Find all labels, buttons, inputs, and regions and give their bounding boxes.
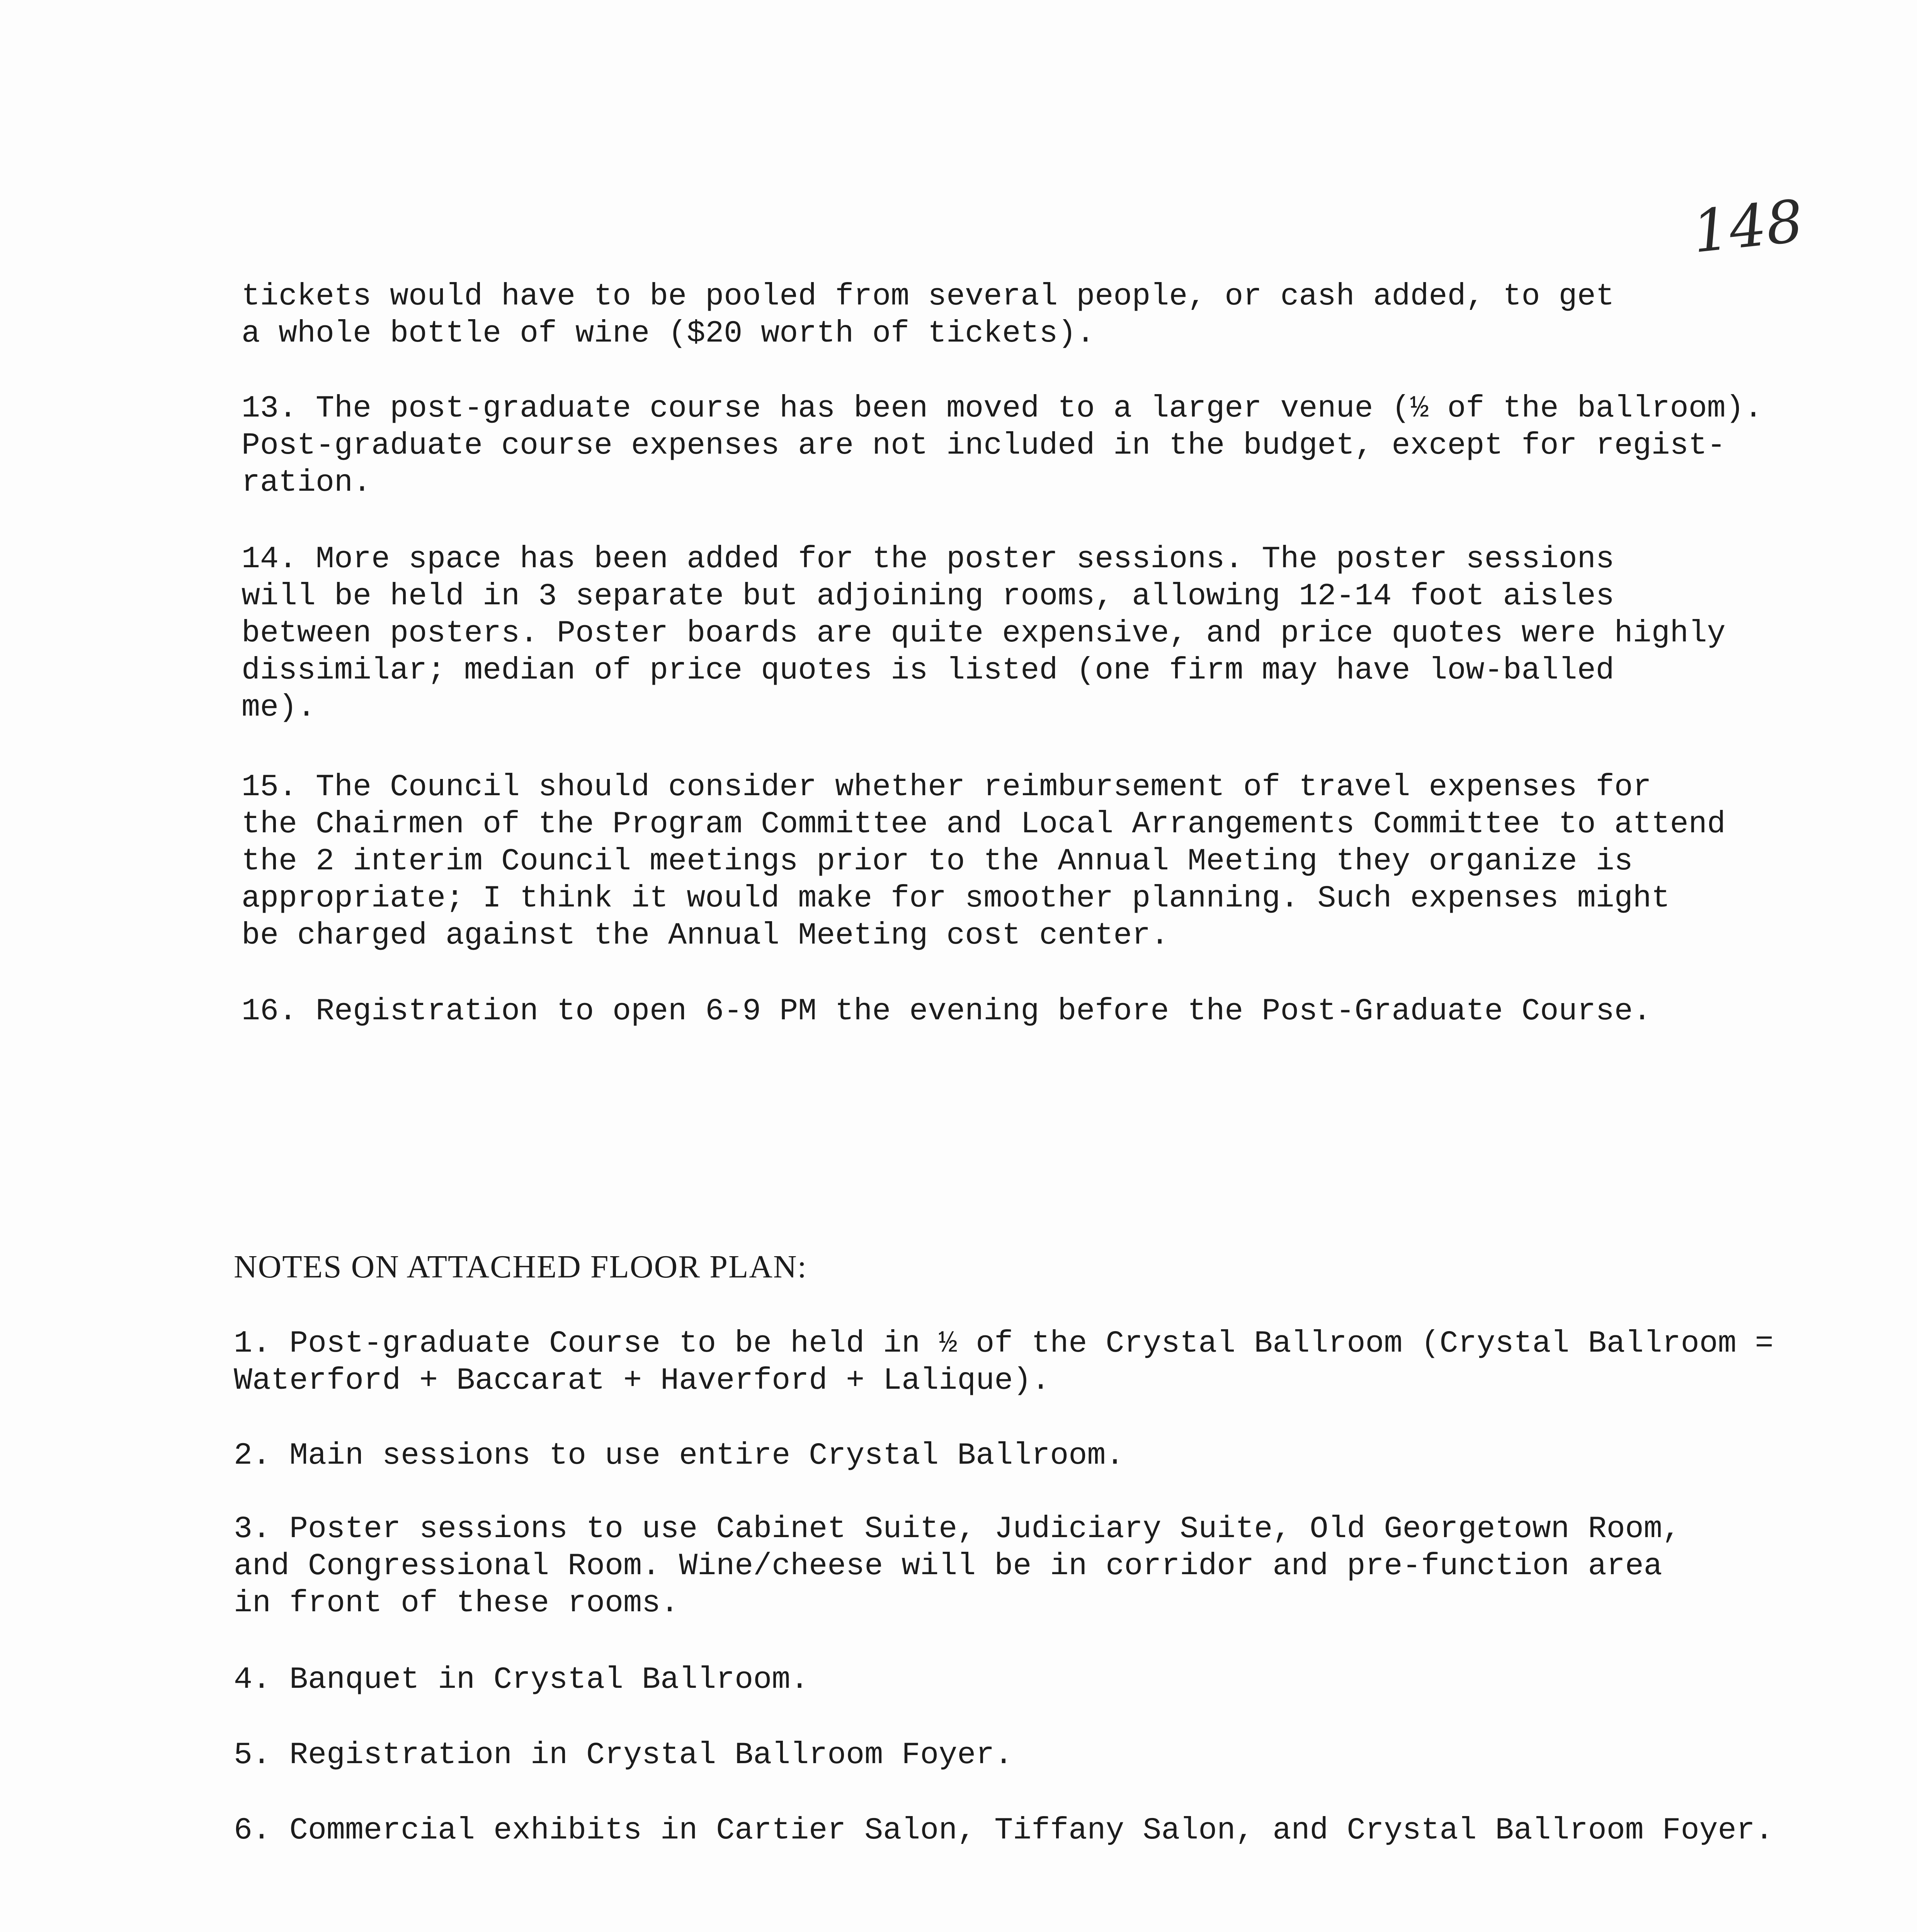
- paragraph-line: 14. More space has been added for the poster sessions. The poster sessions: [242, 542, 1614, 577]
- paragraph-line: will be held in 3 separate but adjoining rooms, allowing 12-14 foot aisles: [242, 579, 1614, 614]
- paragraph-line: the 2 interim Council meetings prior to the Annual Meeting they organize is: [242, 844, 1633, 879]
- notes-heading: NOTES ON ATTACHED FLOOR PLAN:: [234, 1249, 807, 1285]
- note-5: [234, 1737, 1857, 1774]
- note-line: 4. Banquet in Crystal Ballroom.: [234, 1662, 809, 1697]
- paragraph-line: between posters. Poster boards are quite expensive, and price quotes were highly: [242, 616, 1726, 651]
- note-1: [234, 1325, 1857, 1400]
- paragraph-line: a whole bottle of wine ($20 worth of tickets).: [242, 316, 1095, 351]
- paragraph-15: [242, 769, 1826, 954]
- note-4: [234, 1662, 1857, 1699]
- paragraph-line: 13. The post-graduate course has been moved to a larger venue (½ of the ballroom).: [242, 391, 1763, 426]
- note-line: in front of these rooms.: [234, 1586, 679, 1621]
- note-line: 6. Commercial exhibits in Cartier Salon, Tiffany Salon, and Crystal Ballroom Foyer.: [234, 1813, 1774, 1848]
- paragraph-line: appropriate; I think it would make for smoother planning. Such expenses might: [242, 881, 1670, 916]
- paragraph-line: ration.: [242, 465, 372, 500]
- paragraph-line: me).: [242, 690, 316, 725]
- paragraph-line: 16. Registration to open 6-9 PM the evening before the Post-Graduate Course.: [242, 994, 1652, 1029]
- note-6: [234, 1812, 1857, 1849]
- paragraph-line: Post-graduate course expenses are not included in the budget, except for regist-: [242, 428, 1726, 463]
- note-line: 1. Post-graduate Course to be held in ½ of the Crystal Ballroom (Crystal Ballroom =: [234, 1326, 1774, 1361]
- note-line: 2. Main sessions to use entire Crystal Ballroom.: [234, 1438, 1124, 1473]
- paragraph-line: dissimilar; median of price quotes is listed (one firm may have low-balled: [242, 653, 1614, 688]
- paragraph-line: 15. The Council should consider whether reimbursement of travel expenses for: [242, 770, 1652, 805]
- paragraph-13: [242, 390, 1826, 502]
- note-line: 5. Registration in Crystal Ballroom Foyer.: [234, 1738, 1013, 1773]
- paragraph-continuation: [242, 278, 1826, 352]
- paragraph-line: be charged against the Annual Meeting cost center.: [242, 918, 1169, 953]
- paragraph-14: [242, 541, 1826, 726]
- paragraph-line: the Chairmen of the Program Committee and Local Arrangements Committee to attend: [242, 807, 1726, 842]
- note-2: [234, 1437, 1857, 1475]
- paragraph-16: [242, 993, 1826, 1030]
- note-line: and Congressional Room. Wine/cheese will be in corridor and pre-function area: [234, 1549, 1662, 1584]
- handwritten-page-number: 148: [1689, 187, 1806, 266]
- paragraph-line: tickets would have to be pooled from several people, or cash added, to get: [242, 279, 1614, 314]
- note-3: [234, 1511, 1857, 1622]
- note-line: 3. Poster sessions to use Cabinet Suite, Judiciary Suite, Old Georgetown Room,: [234, 1512, 1681, 1547]
- note-line: Waterford + Baccarat + Haverford + Lalique).: [234, 1363, 1050, 1398]
